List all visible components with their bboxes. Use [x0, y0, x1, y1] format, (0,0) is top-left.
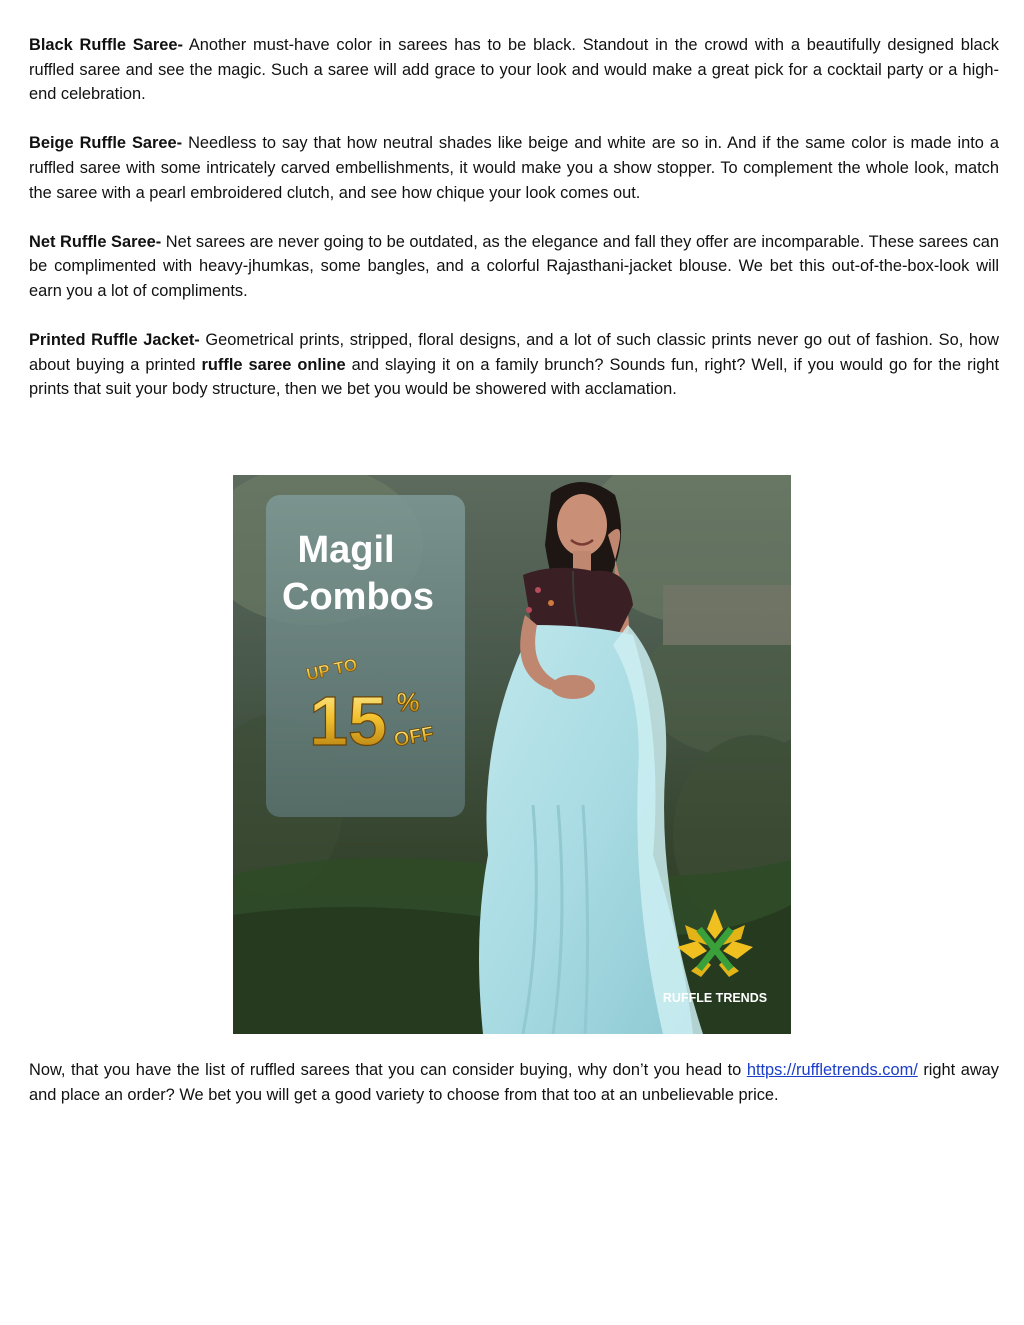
paragraph-black-ruffle-saree	[29, 33, 999, 107]
article-body	[29, 33, 999, 427]
paragraph-text: Needless to say that how neutral shades like beige and white are so in. And if the same color is made into a ruffled saree with some intricately carved embellishments, it would make you a show stopper. To complement the whole look, match the saree with a pearl embroidered clutch, and see how chique your look comes out.	[29, 134, 999, 202]
paragraph-heading: Beige Ruffle Saree-	[29, 134, 183, 153]
paragraph-text: Another must-have color in sarees has to be black. Standout in the crowd with a beautifully designed black ruffled saree and see the magic. Such a saree will add grace to your look and would make a great pick for a cocktail party or a high-end celebration.	[29, 36, 999, 104]
paragraph-beige-ruffle-saree	[29, 131, 999, 205]
discount-upto-label: UP TO	[304, 654, 359, 685]
paragraph-net-ruffle-saree	[29, 230, 999, 304]
closing-text-before: Now, that you have the list of ruffled sarees that you can consider buying, why don’t you head to	[29, 1061, 747, 1079]
banner-title-line2: Combos	[282, 576, 434, 618]
paragraph-text: Net sarees are never going to be outdated, as the elegance and fall they offer are incomparable. These sarees can be complimented with heavy-jhumkas, some bangles, and a colorful Rajasthani-jacket blouse. We bet this out-of-the-box-look will earn you a lot of compliments.	[29, 232, 1000, 300]
paragraph-printed-ruffle-jacket	[29, 328, 999, 402]
inline-keyword: ruffle saree online	[201, 355, 346, 374]
promo-banner-image	[233, 475, 791, 1034]
paragraph-text: and slaying it on a family brunch? Sounds fun, right? Well, if you would go for the right prints that suit your body structure, then we bet you would be showered with acclamation.	[29, 355, 1000, 399]
closing-paragraph	[29, 1058, 999, 1132]
paragraph-heading: Printed Ruffle Jacket-	[29, 331, 200, 350]
banner-title-line1: Magil	[297, 529, 395, 571]
discount-percent: %	[396, 687, 420, 717]
discount-number: 15	[309, 682, 387, 760]
discount-off: OFF	[392, 722, 436, 752]
ruffletrends-link[interactable]: https://ruffletrends.com/	[746, 1061, 918, 1079]
paragraph-heading: Black Ruffle Saree-	[29, 36, 183, 54]
paragraph-heading: Net Ruffle Saree-	[29, 232, 162, 251]
brand-name: RUFFLE TRENDS	[662, 991, 768, 1005]
closing-text	[29, 1058, 999, 1107]
closing-text-after: right away and place an order? We bet you will get a good variety to choose from that too at an unbelievable price.	[29, 1061, 999, 1104]
paragraph-text: Geometrical prints, stripped, floral designs, and a lot of such classic prints never go out of fashion. So, how about buying a printed	[29, 331, 999, 374]
